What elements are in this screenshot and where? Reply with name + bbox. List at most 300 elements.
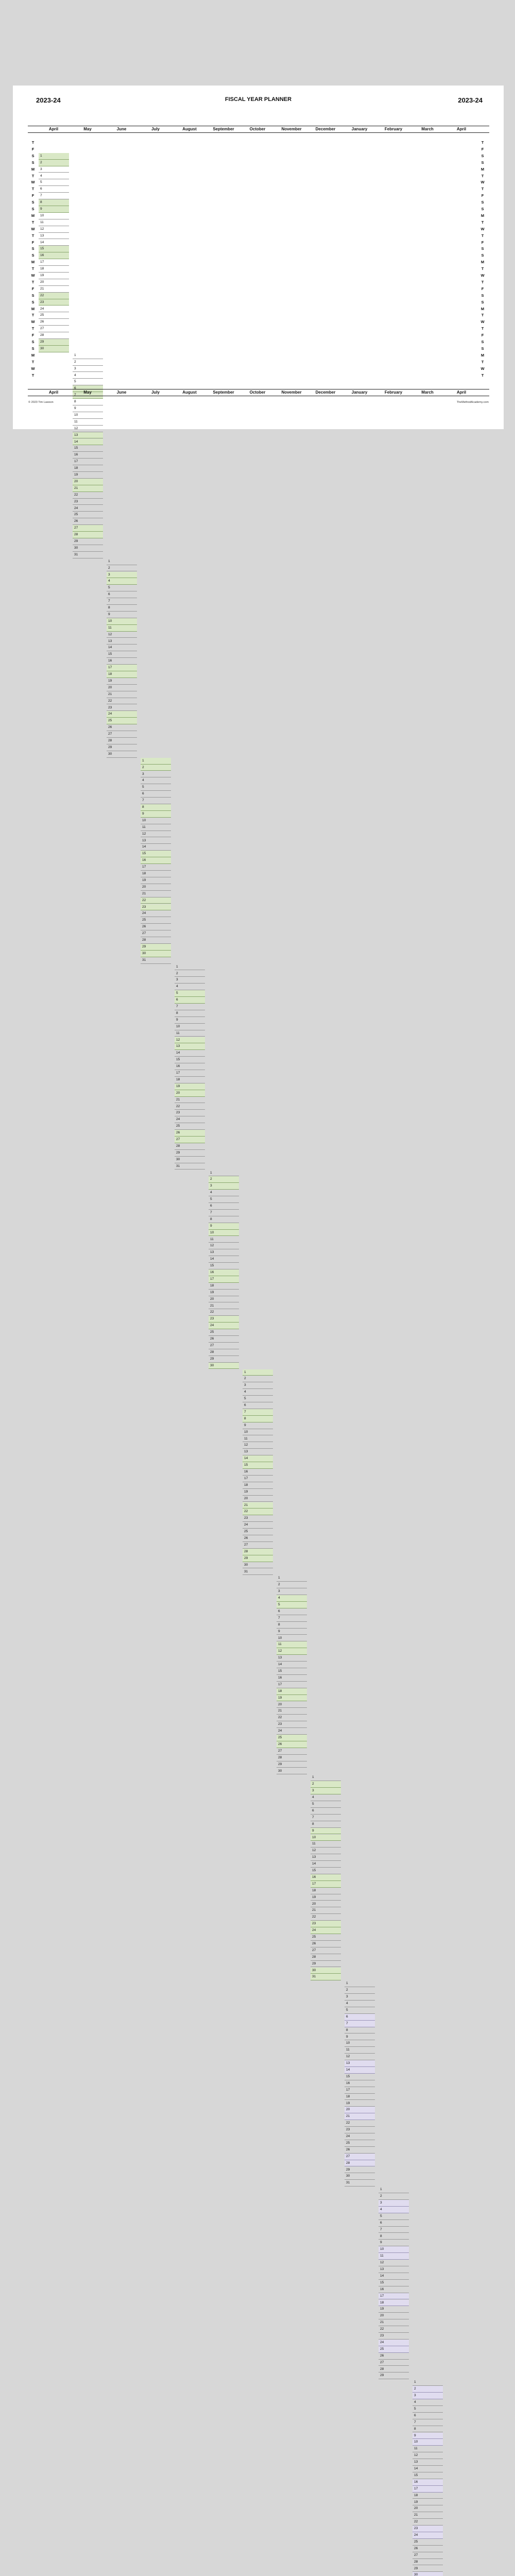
day-cell: 22 bbox=[277, 1715, 307, 1721]
day-cell: 24 bbox=[243, 1522, 273, 1529]
day-cell: 24 bbox=[379, 2340, 409, 2346]
day-cell: 2 bbox=[107, 565, 137, 572]
day-cell: 18 bbox=[379, 2300, 409, 2307]
day-cell: 20 bbox=[39, 279, 69, 286]
weekday-letter-right: S bbox=[481, 160, 484, 165]
day-cell: 15 bbox=[413, 2472, 443, 2479]
weekday-letter-left: S bbox=[31, 160, 35, 165]
day-cell: 10 bbox=[73, 412, 103, 419]
day-cell: 15 bbox=[39, 246, 69, 252]
weekday-letter-right: T bbox=[481, 279, 484, 284]
day-cell: 2 bbox=[413, 2386, 443, 2393]
day-cell: 19 bbox=[209, 1290, 239, 1296]
weekday-letter-left: W bbox=[31, 226, 35, 231]
day-cell: 13 bbox=[243, 1449, 273, 1455]
weekday-letter-right: T bbox=[481, 313, 484, 318]
day-cell: 25 bbox=[107, 718, 137, 724]
day-cell: 9 bbox=[311, 1828, 341, 1835]
weekday-letter-left: F bbox=[31, 146, 35, 151]
day-cell: 12 bbox=[311, 1848, 341, 1854]
day-cell: 25 bbox=[141, 917, 171, 924]
day-cell: 15 bbox=[141, 851, 171, 857]
month-header-april: April bbox=[456, 127, 467, 131]
day-cell: 25 bbox=[209, 1329, 239, 1336]
month-header-december: December bbox=[315, 127, 336, 131]
day-cell: 27 bbox=[379, 2360, 409, 2366]
day-cell: 29 bbox=[243, 1555, 273, 1562]
day-cell: 1 bbox=[277, 1575, 307, 1582]
day-cell: 26 bbox=[243, 1535, 273, 1542]
day-cell: 6 bbox=[243, 1402, 273, 1409]
day-cell: 8 bbox=[107, 605, 137, 612]
day-cell: 14 bbox=[141, 844, 171, 851]
day-cell: 23 bbox=[243, 1515, 273, 1522]
weekday-letter-left: W bbox=[31, 273, 35, 278]
day-cell: 13 bbox=[413, 2459, 443, 2466]
day-cell: 8 bbox=[379, 2233, 409, 2240]
day-cell: 21 bbox=[73, 485, 103, 492]
day-cell: 27 bbox=[209, 1343, 239, 1349]
day-cell: 5 bbox=[141, 784, 171, 791]
day-cell: 7 bbox=[209, 1210, 239, 1216]
day-cell: 8 bbox=[311, 1821, 341, 1828]
day-cell: 16 bbox=[345, 2080, 375, 2087]
weekday-letter-left: W bbox=[31, 319, 35, 325]
day-cell: 19 bbox=[413, 2499, 443, 2506]
day-cell: 4 bbox=[39, 173, 69, 180]
day-cell: 14 bbox=[107, 645, 137, 651]
weekday-letter-right: S bbox=[481, 207, 484, 211]
day-cell: 1 bbox=[243, 1369, 273, 1376]
day-cell: 9 bbox=[107, 612, 137, 618]
day-cell: 27 bbox=[311, 1947, 341, 1954]
weekday-letter-right: M bbox=[480, 166, 485, 172]
day-cell: 13 bbox=[379, 2266, 409, 2273]
day-cell: 15 bbox=[345, 2074, 375, 2080]
month-header-september: September bbox=[213, 127, 234, 131]
day-cell: 26 bbox=[209, 1336, 239, 1343]
day-cell: 15 bbox=[107, 651, 137, 658]
day-cell: 6 bbox=[175, 997, 205, 1004]
day-cell: 6 bbox=[311, 1808, 341, 1815]
day-cell: 5 bbox=[379, 2213, 409, 2220]
weekday-letter-right: T bbox=[481, 173, 484, 178]
day-cell: 15 bbox=[243, 1462, 273, 1469]
day-cell: 28 bbox=[311, 1954, 341, 1961]
day-cell: 18 bbox=[209, 1283, 239, 1290]
month-header-june: June bbox=[116, 390, 127, 395]
day-cell: 29 bbox=[39, 339, 69, 346]
day-cell: 24 bbox=[209, 1323, 239, 1329]
weekday-letter-right: T bbox=[481, 326, 484, 331]
day-cell: 24 bbox=[413, 2532, 443, 2539]
day-cell: 20 bbox=[243, 1496, 273, 1502]
day-cell: 22 bbox=[345, 2120, 375, 2127]
day-cell: 16 bbox=[39, 252, 69, 259]
weekday-letter-left: T bbox=[31, 359, 35, 364]
day-cell: 4 bbox=[141, 777, 171, 784]
weekday-letter-left: F bbox=[31, 286, 35, 291]
day-cell: 25 bbox=[379, 2346, 409, 2353]
weekday-letter-left: S bbox=[31, 340, 35, 344]
month-header-november: November bbox=[281, 127, 302, 131]
day-cell: 3 bbox=[175, 977, 205, 984]
day-cell: 30 bbox=[175, 1157, 205, 1163]
day-cell: 14 bbox=[345, 2067, 375, 2074]
day-cell: 10 bbox=[345, 2040, 375, 2047]
day-cell: 26 bbox=[175, 1130, 205, 1137]
day-cell: 27 bbox=[73, 525, 103, 532]
day-cell: 8 bbox=[39, 199, 69, 206]
day-cell: 29 bbox=[209, 1356, 239, 1363]
day-cell: 13 bbox=[209, 1249, 239, 1256]
weekday-letter-left: T bbox=[31, 266, 35, 272]
day-cell: 9 bbox=[277, 1629, 307, 1635]
day-cell: 20 bbox=[209, 1296, 239, 1303]
day-cell: 17 bbox=[413, 2486, 443, 2493]
day-cell: 1 bbox=[311, 1774, 341, 1781]
weekday-letter-right: F bbox=[481, 193, 484, 198]
day-cell: 8 bbox=[413, 2426, 443, 2433]
weekday-letter-right: T bbox=[481, 372, 484, 378]
day-cell: 8 bbox=[209, 1216, 239, 1223]
day-cell: 16 bbox=[141, 857, 171, 864]
weekday-letter-right: S bbox=[481, 299, 484, 304]
day-cell: 11 bbox=[379, 2253, 409, 2260]
day-cell: 6 bbox=[39, 186, 69, 193]
day-cell: 7 bbox=[345, 2021, 375, 2027]
day-cell: 3 bbox=[277, 1588, 307, 1595]
day-cell: 20 bbox=[277, 1702, 307, 1708]
weekday-letter-right: W bbox=[480, 319, 485, 325]
day-cell: 13 bbox=[141, 838, 171, 844]
day-cell: 21 bbox=[141, 891, 171, 897]
website-text: TheMethodAcademy.com bbox=[456, 401, 489, 404]
day-cell: 14 bbox=[243, 1455, 273, 1462]
day-cell: 13 bbox=[175, 1043, 205, 1050]
day-cell: 5 bbox=[345, 2007, 375, 2014]
weekday-letter-left: T bbox=[31, 187, 35, 192]
day-cell: 21 bbox=[345, 2113, 375, 2120]
day-cell: 28 bbox=[379, 2366, 409, 2373]
day-cell: 20 bbox=[107, 685, 137, 691]
day-cell: 21 bbox=[379, 2319, 409, 2326]
day-cell: 1 bbox=[39, 153, 69, 160]
day-cell: 4 bbox=[345, 2001, 375, 2007]
day-cell: 25 bbox=[243, 1529, 273, 1535]
day-cell: 24 bbox=[175, 1116, 205, 1123]
day-cell: 14 bbox=[311, 1861, 341, 1868]
day-cell: 22 bbox=[379, 2326, 409, 2333]
day-cell: 25 bbox=[73, 512, 103, 518]
month-header-july: July bbox=[151, 390, 160, 395]
day-cell: 10 bbox=[277, 1635, 307, 1642]
day-cell: 8 bbox=[345, 2027, 375, 2034]
day-cell: 27 bbox=[413, 2552, 443, 2559]
day-cell: 30 bbox=[413, 2572, 443, 2576]
weekday-letter-left: T bbox=[31, 372, 35, 378]
day-cell: 27 bbox=[141, 930, 171, 937]
month-header-bottom bbox=[28, 389, 489, 396]
day-cell: 17 bbox=[209, 1276, 239, 1283]
year-label-left: 2023-24 bbox=[36, 96, 61, 104]
day-cell: 22 bbox=[311, 1914, 341, 1921]
day-cell: 15 bbox=[73, 445, 103, 452]
day-cell: 15 bbox=[175, 1057, 205, 1063]
day-cell: 30 bbox=[141, 951, 171, 957]
weekday-letter-right: S bbox=[481, 246, 484, 251]
day-cell: 7 bbox=[311, 1815, 341, 1821]
month-header-february: February bbox=[384, 127, 403, 131]
weekday-letter-right: M bbox=[480, 352, 485, 358]
day-cell: 5 bbox=[73, 379, 103, 385]
day-cell: 2 bbox=[277, 1582, 307, 1588]
year-label-right: 2023-24 bbox=[458, 96, 483, 104]
day-cell: 7 bbox=[379, 2227, 409, 2233]
day-cell: 14 bbox=[73, 439, 103, 446]
day-cell: 28 bbox=[243, 1549, 273, 1555]
day-cell: 5 bbox=[277, 1602, 307, 1608]
day-cell: 30 bbox=[39, 346, 69, 352]
day-cell: 30 bbox=[107, 751, 137, 758]
day-cell: 21 bbox=[175, 1097, 205, 1104]
month-header-august: August bbox=[182, 390, 197, 395]
weekday-letter-right: W bbox=[480, 180, 485, 185]
day-cell: 19 bbox=[175, 1083, 205, 1090]
day-cell: 11 bbox=[107, 625, 137, 632]
day-cell: 17 bbox=[243, 1476, 273, 1482]
month-header-april: April bbox=[48, 127, 59, 131]
day-cell: 23 bbox=[345, 2127, 375, 2133]
day-cell: 3 bbox=[311, 1788, 341, 1794]
day-cell: 14 bbox=[277, 1662, 307, 1668]
day-cell: 17 bbox=[107, 665, 137, 671]
day-cell: 18 bbox=[39, 266, 69, 273]
day-cell: 12 bbox=[243, 1442, 273, 1449]
day-cell: 18 bbox=[311, 1888, 341, 1894]
day-cell: 21 bbox=[243, 1502, 273, 1509]
day-cell: 30 bbox=[243, 1562, 273, 1569]
day-cell: 13 bbox=[73, 432, 103, 439]
day-cell: 11 bbox=[175, 1030, 205, 1037]
day-cell: 11 bbox=[345, 2047, 375, 2054]
day-cell: 29 bbox=[277, 1761, 307, 1768]
weekday-letter-left: M bbox=[31, 166, 35, 172]
day-cell: 13 bbox=[39, 233, 69, 240]
day-cell: 21 bbox=[277, 1708, 307, 1715]
day-cell: 7 bbox=[243, 1409, 273, 1416]
day-cell: 23 bbox=[311, 1921, 341, 1927]
day-cell: 31 bbox=[73, 552, 103, 558]
day-cell: 3 bbox=[141, 771, 171, 778]
day-cell: 17 bbox=[379, 2293, 409, 2300]
day-cell: 21 bbox=[107, 691, 137, 698]
weekday-letter-right: F bbox=[481, 286, 484, 291]
day-cell: 29 bbox=[311, 1961, 341, 1968]
weekday-letter-left: M bbox=[31, 352, 35, 358]
day-cell: 20 bbox=[345, 2107, 375, 2113]
day-cell: 9 bbox=[379, 2240, 409, 2246]
weekday-letter-right: M bbox=[480, 213, 485, 218]
weekday-letter-left: T bbox=[31, 219, 35, 225]
month-header-march: March bbox=[421, 127, 434, 131]
day-cell: 11 bbox=[277, 1641, 307, 1648]
day-cell: 12 bbox=[413, 2452, 443, 2459]
day-cell: 10 bbox=[39, 213, 69, 219]
day-cell: 29 bbox=[141, 944, 171, 951]
day-cell: 6 bbox=[413, 2413, 443, 2419]
day-cell: 2 bbox=[243, 1376, 273, 1382]
weekday-letter-right: T bbox=[481, 233, 484, 238]
day-cell: 24 bbox=[345, 2133, 375, 2140]
day-cell: 17 bbox=[73, 459, 103, 465]
month-header-december: December bbox=[315, 390, 336, 395]
copyright-text: © 2023 Tim Lawson bbox=[28, 401, 54, 404]
day-cell: 11 bbox=[73, 419, 103, 426]
day-cell: 24 bbox=[39, 306, 69, 313]
weekday-letter-left: M bbox=[31, 213, 35, 218]
weekday-letter-left: F bbox=[31, 193, 35, 198]
day-cell: 2 bbox=[209, 1176, 239, 1183]
day-cell: 12 bbox=[209, 1243, 239, 1249]
day-cell: 23 bbox=[209, 1316, 239, 1323]
day-cell: 3 bbox=[39, 166, 69, 173]
day-cell: 1 bbox=[73, 352, 103, 359]
day-cell: 5 bbox=[243, 1396, 273, 1402]
day-cell: 5 bbox=[175, 990, 205, 997]
day-cell: 2 bbox=[39, 160, 69, 166]
day-cell: 9 bbox=[413, 2433, 443, 2439]
day-cell: 6 bbox=[73, 385, 103, 392]
day-cell: 23 bbox=[141, 904, 171, 911]
weekday-letter-right: S bbox=[481, 346, 484, 351]
day-cell: 7 bbox=[277, 1615, 307, 1622]
day-cell: 2 bbox=[175, 971, 205, 977]
day-cell: 4 bbox=[73, 372, 103, 379]
day-cell: 13 bbox=[345, 2060, 375, 2067]
weekday-letter-left: M bbox=[31, 260, 35, 265]
day-cell: 21 bbox=[413, 2512, 443, 2519]
day-cell: 4 bbox=[209, 1190, 239, 1196]
day-cell: 22 bbox=[107, 698, 137, 705]
day-cell: 31 bbox=[243, 1569, 273, 1575]
day-cell: 3 bbox=[379, 2200, 409, 2207]
day-cell: 28 bbox=[209, 1349, 239, 1356]
day-cell: 16 bbox=[379, 2286, 409, 2293]
day-cell: 6 bbox=[141, 791, 171, 798]
day-cell: 6 bbox=[345, 2014, 375, 2021]
day-cell: 21 bbox=[39, 286, 69, 293]
day-cell: 17 bbox=[141, 864, 171, 871]
weekday-letter-right: W bbox=[480, 366, 485, 371]
day-cell: 2 bbox=[73, 359, 103, 366]
weekday-letter-left: M bbox=[31, 306, 35, 311]
day-cell: 3 bbox=[107, 572, 137, 579]
day-cell: 7 bbox=[73, 392, 103, 399]
day-cell: 14 bbox=[39, 240, 69, 246]
day-cell: 10 bbox=[209, 1230, 239, 1236]
weekday-letter-right: F bbox=[481, 146, 484, 151]
day-cell: 13 bbox=[311, 1854, 341, 1861]
weekday-letter-left: T bbox=[31, 279, 35, 284]
day-cell: 18 bbox=[413, 2493, 443, 2499]
day-cell: 19 bbox=[345, 2100, 375, 2107]
day-cell: 27 bbox=[277, 1748, 307, 1755]
day-cell: 16 bbox=[243, 1469, 273, 1476]
day-cell: 20 bbox=[73, 479, 103, 485]
day-cell: 23 bbox=[277, 1721, 307, 1728]
day-cell: 28 bbox=[413, 2559, 443, 2566]
day-cell: 28 bbox=[141, 937, 171, 944]
day-cell: 23 bbox=[107, 705, 137, 711]
day-cell: 23 bbox=[73, 499, 103, 505]
day-cell: 22 bbox=[39, 293, 69, 299]
day-cell: 19 bbox=[107, 678, 137, 685]
page-title: FISCAL YEAR PLANNER bbox=[225, 96, 292, 103]
day-cell: 11 bbox=[39, 219, 69, 226]
day-cell: 7 bbox=[413, 2419, 443, 2426]
day-cell: 7 bbox=[39, 193, 69, 199]
day-cell: 7 bbox=[175, 1004, 205, 1010]
day-cell: 4 bbox=[379, 2207, 409, 2213]
day-cell: 16 bbox=[73, 452, 103, 459]
day-cell: 12 bbox=[39, 226, 69, 233]
weekday-letter-right: T bbox=[481, 187, 484, 192]
month-header-top bbox=[28, 126, 489, 133]
day-cell: 26 bbox=[277, 1741, 307, 1748]
day-cell: 17 bbox=[311, 1881, 341, 1888]
day-cell: 9 bbox=[73, 405, 103, 412]
day-cell: 31 bbox=[311, 1974, 341, 1980]
weekday-letter-left: T bbox=[31, 140, 35, 145]
day-cell: 6 bbox=[379, 2220, 409, 2227]
day-cell: 10 bbox=[311, 1835, 341, 1841]
day-cell: 11 bbox=[413, 2446, 443, 2452]
month-header-october: October bbox=[249, 127, 266, 131]
day-cell: 29 bbox=[345, 2167, 375, 2174]
day-cell: 19 bbox=[311, 1894, 341, 1901]
day-cell: 8 bbox=[277, 1622, 307, 1629]
day-cell: 26 bbox=[141, 924, 171, 930]
day-cell: 27 bbox=[107, 731, 137, 738]
day-cell: 2 bbox=[345, 1987, 375, 1994]
day-cell: 19 bbox=[243, 1489, 273, 1496]
day-cell: 31 bbox=[345, 2180, 375, 2187]
day-cell: 25 bbox=[311, 1934, 341, 1941]
day-cell: 29 bbox=[73, 538, 103, 545]
day-cell: 14 bbox=[209, 1256, 239, 1263]
month-header-november: November bbox=[281, 390, 302, 395]
day-cell: 24 bbox=[73, 505, 103, 512]
day-cell: 4 bbox=[243, 1389, 273, 1396]
day-cell: 1 bbox=[413, 2379, 443, 2386]
planner-sheet bbox=[13, 86, 504, 2576]
day-cell: 26 bbox=[379, 2353, 409, 2360]
weekday-letter-left: T bbox=[31, 313, 35, 318]
day-cell: 25 bbox=[277, 1735, 307, 1741]
weekday-letter-left: T bbox=[31, 173, 35, 178]
day-cell: 23 bbox=[379, 2333, 409, 2340]
day-cell: 13 bbox=[107, 638, 137, 645]
weekday-letter-left: T bbox=[31, 233, 35, 238]
day-cell: 26 bbox=[39, 319, 69, 326]
day-cell: 21 bbox=[209, 1303, 239, 1310]
day-cell: 10 bbox=[413, 2439, 443, 2446]
day-cell: 12 bbox=[73, 426, 103, 432]
day-cell: 16 bbox=[175, 1063, 205, 1070]
month-header-july: July bbox=[151, 127, 160, 131]
day-cell: 3 bbox=[413, 2393, 443, 2399]
